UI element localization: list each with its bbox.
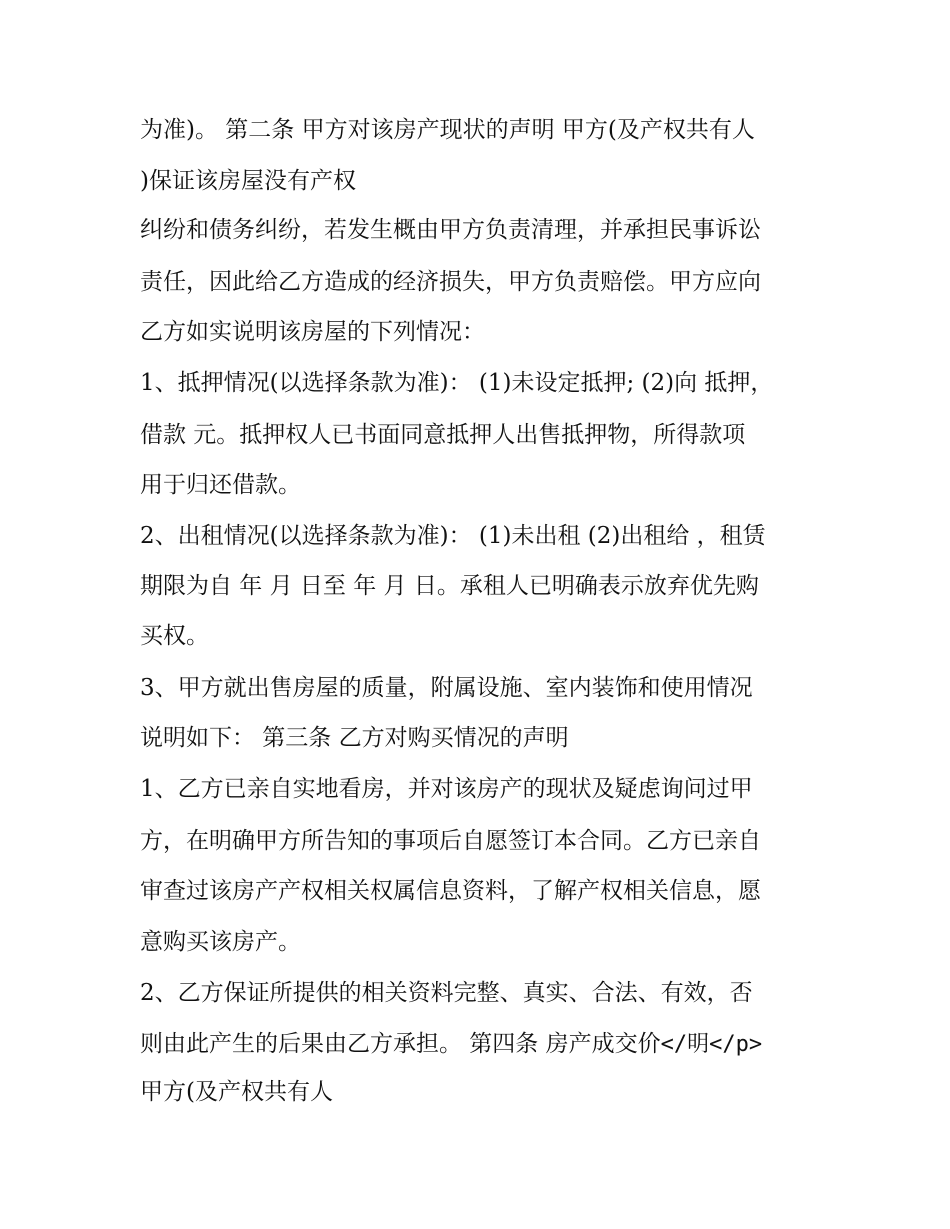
text-line: 审查过该房产产权相关权属信息资料，了解产权相关信息，愿	[140, 878, 761, 904]
text-line	[140, 1029, 762, 1060]
text-segment: 则由此产生的后果由乙方承担。 第四条 房产成交价	[140, 1031, 661, 1057]
text-line: 3、甲方就出售房屋的质量，附属设施、室内装饰和使用情况	[140, 675, 753, 701]
text-line: 2、出租情况(以选择条款为准)： (1)未出租 (2)出租给 ，租赁	[140, 523, 766, 549]
text-line: 买权。	[140, 623, 209, 649]
stray-markup-text: </明</p>	[660, 1032, 763, 1057]
text-line: 2、乙方保证所提供的相关资料完整、真实、合法、有效，否	[140, 980, 753, 1006]
text-line: 用于归还借款。	[140, 472, 301, 498]
text-line: 说明如下： 第三条 乙方对购买情况的声明	[140, 725, 569, 751]
text-line: 责任，因此给乙方造成的经济损失，甲方负责赔偿。甲方应向	[140, 269, 761, 295]
text-line: 纠纷和债务纠纷，若发生概由甲方负责清理，并承担民事诉讼	[140, 217, 761, 243]
text-line: 1、抵押情况(以选择条款为准)： (1)未设定抵押; (2)向 抵押，	[140, 370, 774, 396]
text-line: 乙方如实说明该房屋的下列情况：	[140, 319, 485, 345]
text-line: 意购买该房产。	[140, 929, 301, 955]
text-line: 方，在明确甲方所告知的事项后自愿签订本合同。乙方已亲自	[140, 828, 761, 854]
text-line: 期限为自 年 月 日至 年 月 日。承租人已明确表示放弃优先购	[140, 573, 759, 599]
text-line: 借款 元。抵押权人已书面同意抵押人出售抵押物，所得款项	[140, 422, 746, 448]
text-line: 甲方(及产权共有人	[140, 1079, 333, 1105]
text-line: 为准)。 第二条 甲方对该房产现状的声明 甲方(及产权共有人	[140, 117, 755, 143]
text-line: )保证该房屋没有产权	[140, 168, 356, 194]
text-line: 1、乙方已亲自实地看房，并对该房产的现状及疑虑询问过甲	[140, 776, 753, 802]
